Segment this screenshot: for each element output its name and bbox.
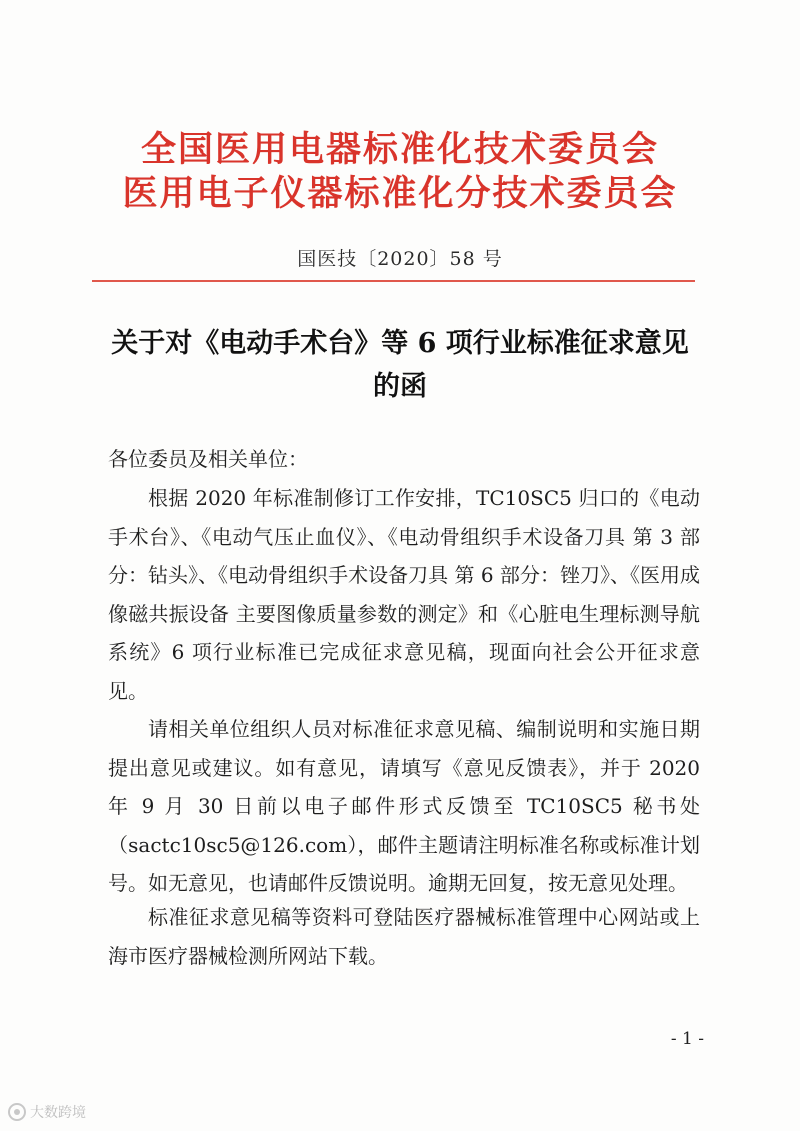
- logo-icon: [8, 1103, 26, 1121]
- salutation: 各位委员及相关单位：: [108, 447, 308, 471]
- paragraph-3: 标准征求意见稿等资料可登陆医疗器械标准管理中心网站或上海市医疗器械检测所网站下载。: [108, 905, 700, 968]
- watermark-text: 大数跨境: [30, 1105, 86, 1121]
- red-divider: [92, 280, 695, 282]
- document-title: 关于对《电动手术台》等 6 项行业标准征求意见的函: [111, 328, 689, 402]
- paragraph-1: 根据 2020 年标准制修订工作安排，TC10SC5 归口的《电动手术台》、《电动气压止血仪》、《电动骨组织手术设备刀具 第 3 部分：钻头》、《电动骨组织手术设备刀具 第 6 部分：锉刀》、《医用成像磁共振设备 主要图像质量参数的测定》和《心脏电生理标测导航系统》6 项行业标准已完成征求意见稿，现面向社会公开征求意见。: [108, 486, 700, 703]
- document-number: 国医技〔2020〕58 号: [297, 248, 503, 270]
- issuer-line-2: 医用电子仪器标准化分技术委员会: [122, 173, 678, 214]
- paragraph-2: 请相关单位组织人员对标准征求意见稿、编制说明和实施日期提出意见或建议。如有意见，请填写《意见反馈表》，并于 2020 年 9 月 30 日前以电子邮件形式反馈至 TC10SC5 秘书处（sactc10sc5@126.com），邮件主题请注明标准名称或标准计划号。如无意见，也请邮件反馈说明。逾期无回复，按无意见处理。: [108, 717, 700, 895]
- watermark: [8, 1102, 86, 1122]
- page-number: - 1 -: [670, 1029, 704, 1049]
- issuer-line-1: 全国医用电器标准化技术委员会: [140, 129, 659, 170]
